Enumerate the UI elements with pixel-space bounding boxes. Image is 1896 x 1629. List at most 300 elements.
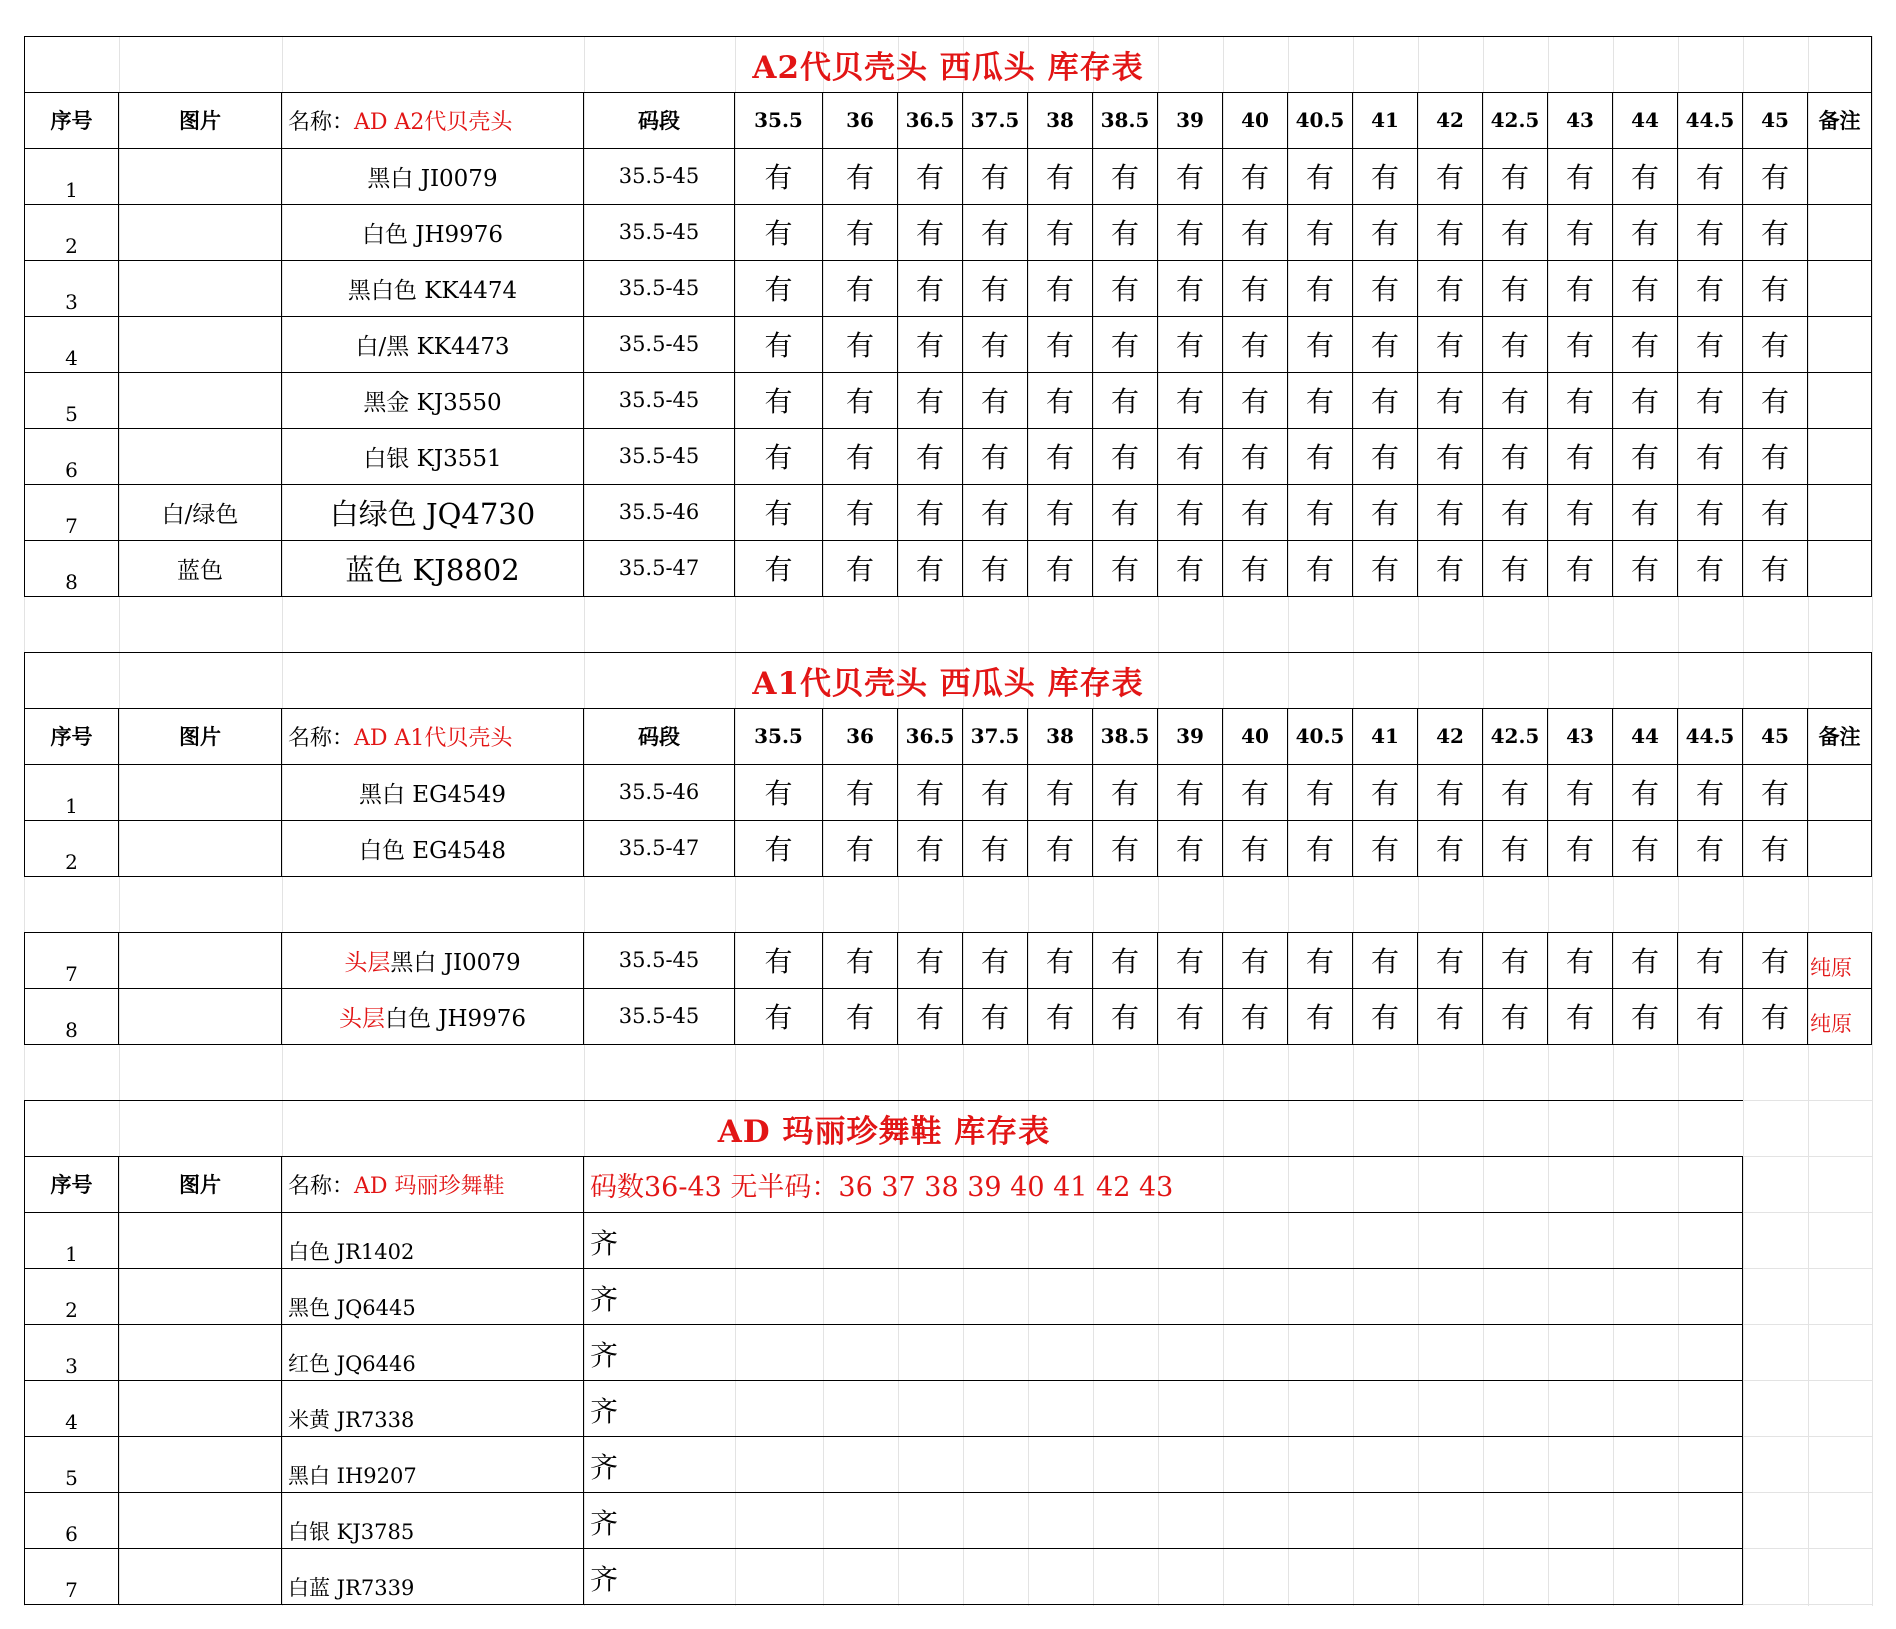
- stock-cell: 有: [1548, 316, 1613, 373]
- stock-cell: 有: [1613, 484, 1678, 541]
- row-stock: 齐: [584, 1212, 1743, 1269]
- row-picture: [119, 1380, 282, 1437]
- stock-cell: 有: [1743, 820, 1808, 877]
- section-title: A1代贝壳头 西瓜头 库存表: [24, 652, 1872, 709]
- stock-cell: 有: [1288, 372, 1353, 429]
- stock-cell: 有: [735, 932, 823, 989]
- stock-cell: 有: [1678, 820, 1743, 877]
- stock-cell: 有: [1613, 428, 1678, 485]
- header-size: 42: [1418, 92, 1483, 149]
- stock-cell: 有: [1288, 764, 1353, 821]
- stock-cell: 有: [1288, 148, 1353, 205]
- stock-cell: 有: [898, 484, 963, 541]
- row-picture: [119, 204, 282, 261]
- stock-cell: 有: [823, 540, 898, 597]
- header-sizes-text: 码数36-43 无半码：36 37 38 39 40 41 42 43: [584, 1156, 1743, 1213]
- row-name: 白/黑 KK4473: [282, 316, 584, 373]
- stock-cell: 有: [1418, 428, 1483, 485]
- stock-cell: 有: [1548, 988, 1613, 1045]
- row-seq: 8: [24, 540, 119, 597]
- stock-cell: 有: [735, 764, 823, 821]
- stock-cell: 有: [1743, 484, 1808, 541]
- stock-cell: 有: [1678, 540, 1743, 597]
- stock-cell: 有: [1353, 260, 1418, 317]
- header-size: 39: [1158, 92, 1223, 149]
- stock-cell: 有: [735, 316, 823, 373]
- stock-cell: 有: [1353, 372, 1418, 429]
- header-size: 44.5: [1678, 92, 1743, 149]
- row-note: [1808, 204, 1872, 261]
- stock-cell: 有: [1613, 764, 1678, 821]
- stock-cell: 有: [1158, 372, 1223, 429]
- stock-cell: 有: [963, 764, 1028, 821]
- stock-cell: 有: [823, 148, 898, 205]
- stock-cell: 有: [898, 988, 963, 1045]
- row-range: 35.5-47: [584, 820, 735, 877]
- stock-cell: 有: [1223, 820, 1288, 877]
- header-name: [282, 708, 584, 765]
- stock-cell: 有: [1353, 204, 1418, 261]
- header-name-prefix: 名称：: [288, 1173, 355, 1199]
- stock-cell: 有: [1223, 484, 1288, 541]
- stock-cell: 有: [1223, 764, 1288, 821]
- row-picture: [119, 764, 282, 821]
- stock-cell: 有: [1093, 372, 1158, 429]
- header-size: 43: [1548, 708, 1613, 765]
- row-seq: 1: [24, 148, 119, 205]
- stock-cell: 有: [1743, 540, 1808, 597]
- stock-cell: 有: [823, 372, 898, 429]
- row-note: [1808, 820, 1872, 877]
- stock-cell: 有: [1158, 204, 1223, 261]
- header-name: [282, 1156, 584, 1213]
- row-seq: 2: [24, 820, 119, 877]
- row-stock: 齐: [584, 1268, 1743, 1325]
- row-range: 35.5-46: [584, 484, 735, 541]
- stock-cell: 有: [963, 260, 1028, 317]
- row-seq: 1: [24, 764, 119, 821]
- stock-cell: 有: [1353, 428, 1418, 485]
- stock-cell: 有: [1483, 148, 1548, 205]
- stock-cell: 有: [1418, 372, 1483, 429]
- stock-cell: 有: [898, 260, 963, 317]
- header-size: 36: [823, 708, 898, 765]
- row-name: 白色 EG4548: [282, 820, 584, 877]
- stock-cell: 有: [1483, 988, 1548, 1045]
- stock-cell: 有: [1353, 764, 1418, 821]
- stock-cell: 有: [735, 372, 823, 429]
- stock-cell: 有: [1678, 260, 1743, 317]
- stock-cell: 有: [963, 988, 1028, 1045]
- header-name-value: AD 玛丽珍舞鞋: [354, 1173, 505, 1199]
- row-note: [1808, 540, 1872, 597]
- row-name: [282, 932, 584, 989]
- stock-cell: 有: [1158, 148, 1223, 205]
- stock-cell: 有: [1223, 148, 1288, 205]
- header-name-value: AD A2代贝壳头: [354, 109, 513, 135]
- stock-cell: 有: [1743, 764, 1808, 821]
- header-picture: 图片: [119, 92, 282, 149]
- stock-cell: 有: [1028, 372, 1093, 429]
- stock-cell: 有: [1548, 932, 1613, 989]
- stock-cell: 有: [1743, 428, 1808, 485]
- header-size: 42: [1418, 708, 1483, 765]
- header-size: 43: [1548, 92, 1613, 149]
- stock-cell: 有: [1223, 204, 1288, 261]
- stock-cell: 有: [1028, 484, 1093, 541]
- stock-cell: 有: [1483, 932, 1548, 989]
- row-name: 白色 JH9976: [282, 204, 584, 261]
- row-name: 黑白 EG4549: [282, 764, 584, 821]
- header-size: 42.5: [1483, 708, 1548, 765]
- stock-cell: 有: [1418, 764, 1483, 821]
- row-name: 米黄 JR7338: [282, 1380, 584, 1437]
- row-stock: 齐: [584, 1380, 1743, 1437]
- row-name: 白色 JR1402: [282, 1212, 584, 1269]
- stock-cell: 有: [963, 372, 1028, 429]
- row-note: [1808, 260, 1872, 317]
- stock-cell: 有: [1158, 484, 1223, 541]
- stock-cell: 有: [898, 372, 963, 429]
- stock-cell: 有: [735, 148, 823, 205]
- stock-cell: 有: [1548, 540, 1613, 597]
- stock-cell: 有: [823, 764, 898, 821]
- row-picture: 白/绿色: [119, 484, 282, 541]
- row-name: 黑白 JI0079: [282, 148, 584, 205]
- stock-cell: 有: [1093, 988, 1158, 1045]
- row-name: 白银 KJ3551: [282, 428, 584, 485]
- row-range: 35.5-45: [584, 204, 735, 261]
- stock-cell: 有: [1743, 372, 1808, 429]
- stock-cell: 有: [1678, 316, 1743, 373]
- stock-cell: 有: [1288, 932, 1353, 989]
- stock-cell: 有: [1158, 988, 1223, 1045]
- header-picture: 图片: [119, 1156, 282, 1213]
- stock-cell: 有: [823, 932, 898, 989]
- header-size: 38: [1028, 92, 1093, 149]
- stock-cell: 有: [963, 148, 1028, 205]
- stock-cell: 有: [1548, 372, 1613, 429]
- row-name: 白银 KJ3785: [282, 1492, 584, 1549]
- stock-cell: 有: [1483, 204, 1548, 261]
- stock-cell: 有: [1093, 484, 1158, 541]
- header-name-prefix: 名称：: [288, 725, 355, 751]
- header-size: 41: [1353, 92, 1418, 149]
- row-picture: [119, 260, 282, 317]
- row-name: 黑白色 KK4474: [282, 260, 584, 317]
- stock-cell: 有: [1028, 764, 1093, 821]
- row-picture: [119, 820, 282, 877]
- header-seq: 序号: [24, 1156, 119, 1213]
- stock-cell: 有: [1678, 484, 1743, 541]
- stock-cell: 有: [1158, 540, 1223, 597]
- row-picture: [119, 1212, 282, 1269]
- stock-cell: 有: [1028, 540, 1093, 597]
- row-seq: 2: [24, 204, 119, 261]
- stock-cell: 有: [963, 484, 1028, 541]
- row-seq: 4: [24, 1380, 119, 1437]
- stock-cell: 有: [963, 932, 1028, 989]
- stock-cell: 有: [963, 540, 1028, 597]
- stock-cell: 有: [823, 204, 898, 261]
- stock-cell: 有: [1288, 988, 1353, 1045]
- row-stock: 齐: [584, 1436, 1743, 1493]
- stock-cell: 有: [1093, 148, 1158, 205]
- stock-cell: 有: [1548, 764, 1613, 821]
- header-size: 35.5: [735, 92, 823, 149]
- header-name: [282, 92, 584, 149]
- stock-cell: 有: [735, 988, 823, 1045]
- stock-cell: 有: [1678, 932, 1743, 989]
- stock-cell: 有: [1548, 820, 1613, 877]
- stock-cell: 有: [1158, 260, 1223, 317]
- header-size-range: 码段: [584, 92, 735, 149]
- stock-cell: 有: [1158, 820, 1223, 877]
- stock-cell: 有: [898, 764, 963, 821]
- stock-cell: 有: [1418, 260, 1483, 317]
- row-range: 35.5-45: [584, 260, 735, 317]
- stock-cell: 有: [1223, 260, 1288, 317]
- header-size: 45: [1743, 708, 1808, 765]
- row-seq: 6: [24, 428, 119, 485]
- stock-cell: 有: [898, 428, 963, 485]
- stock-cell: 有: [963, 428, 1028, 485]
- stock-cell: 有: [1678, 204, 1743, 261]
- header-size: 44: [1613, 92, 1678, 149]
- header-size: 40.5: [1288, 92, 1353, 149]
- row-note: 纯原: [1808, 932, 1872, 989]
- stock-cell: 有: [1093, 764, 1158, 821]
- stock-cell: 有: [1093, 932, 1158, 989]
- stock-cell: 有: [1613, 540, 1678, 597]
- row-seq: 4: [24, 316, 119, 373]
- stock-cell: 有: [1678, 764, 1743, 821]
- stock-cell: 有: [1223, 932, 1288, 989]
- row-picture: 蓝色: [119, 540, 282, 597]
- leather-tag: 头层: [338, 1005, 385, 1032]
- leather-tag: 头层: [344, 949, 391, 976]
- stock-cell: 有: [823, 316, 898, 373]
- stock-cell: 有: [1353, 820, 1418, 877]
- stock-cell: 有: [823, 820, 898, 877]
- stock-cell: 有: [1028, 204, 1093, 261]
- stock-cell: 有: [1483, 820, 1548, 877]
- row-stock: 齐: [584, 1548, 1743, 1605]
- header-size: 40.5: [1288, 708, 1353, 765]
- stock-cell: 有: [1743, 148, 1808, 205]
- row-range: 35.5-45: [584, 428, 735, 485]
- stock-cell: 有: [1093, 204, 1158, 261]
- stock-cell: 有: [1418, 988, 1483, 1045]
- stock-cell: 有: [735, 540, 823, 597]
- row-picture: [119, 148, 282, 205]
- stock-cell: 有: [1548, 484, 1613, 541]
- row-picture: [119, 1492, 282, 1549]
- section-title: A2代贝壳头 西瓜头 库存表: [24, 36, 1872, 93]
- stock-cell: 有: [1223, 372, 1288, 429]
- header-size: 37.5: [963, 92, 1028, 149]
- stock-cell: 有: [1483, 484, 1548, 541]
- row-seq: 8: [24, 988, 119, 1045]
- row-range: 35.5-47: [584, 540, 735, 597]
- stock-cell: 有: [1288, 316, 1353, 373]
- row-range: 35.5-45: [584, 316, 735, 373]
- stock-cell: 有: [1678, 428, 1743, 485]
- stock-cell: 有: [898, 316, 963, 373]
- stock-cell: 有: [823, 988, 898, 1045]
- header-size: 35.5: [735, 708, 823, 765]
- header-note: 备注: [1808, 92, 1872, 149]
- row-note: [1808, 484, 1872, 541]
- stock-cell: 有: [1483, 260, 1548, 317]
- stock-cell: 有: [1613, 148, 1678, 205]
- row-name: 白蓝 JR7339: [282, 1548, 584, 1605]
- header-picture: 图片: [119, 708, 282, 765]
- stock-cell: 有: [1158, 764, 1223, 821]
- stock-cell: 有: [823, 484, 898, 541]
- header-size: 36.5: [898, 708, 963, 765]
- stock-cell: 有: [1418, 540, 1483, 597]
- row-picture: [119, 1324, 282, 1381]
- stock-cell: 有: [1483, 764, 1548, 821]
- header-seq: 序号: [24, 708, 119, 765]
- stock-cell: 有: [1743, 204, 1808, 261]
- row-name: 黑金 KJ3550: [282, 372, 584, 429]
- stock-cell: 有: [1093, 820, 1158, 877]
- stock-cell: 有: [1028, 820, 1093, 877]
- stock-cell: 有: [1223, 316, 1288, 373]
- row-seq: 7: [24, 932, 119, 989]
- header-name-prefix: 名称：: [288, 109, 355, 135]
- stock-cell: 有: [1548, 260, 1613, 317]
- leather-name: 白色 JH9976: [384, 1005, 527, 1032]
- section-title: AD 玛丽珍舞鞋 库存表: [24, 1100, 1743, 1157]
- row-note: [1808, 372, 1872, 429]
- stock-cell: 有: [1028, 148, 1093, 205]
- header-size: 38.5: [1093, 92, 1158, 149]
- stock-cell: 有: [1418, 316, 1483, 373]
- row-picture: [119, 372, 282, 429]
- row-name: 蓝色 KJ8802: [282, 540, 584, 597]
- row-name: 白绿色 JQ4730: [282, 484, 584, 541]
- stock-cell: 有: [735, 260, 823, 317]
- row-range: 35.5-45: [584, 372, 735, 429]
- stock-cell: 有: [1678, 148, 1743, 205]
- stock-cell: 有: [1418, 484, 1483, 541]
- stock-cell: 有: [1093, 260, 1158, 317]
- row-name: 红色 JQ6446: [282, 1324, 584, 1381]
- stock-cell: 有: [1483, 372, 1548, 429]
- row-seq: 3: [24, 260, 119, 317]
- stock-cell: 有: [1353, 148, 1418, 205]
- stock-cell: 有: [1223, 428, 1288, 485]
- stock-cell: 有: [1288, 484, 1353, 541]
- stock-cell: 有: [898, 820, 963, 877]
- stock-cell: 有: [1483, 428, 1548, 485]
- row-seq: 3: [24, 1324, 119, 1381]
- stock-cell: 有: [1613, 316, 1678, 373]
- header-size: 41: [1353, 708, 1418, 765]
- stock-cell: 有: [1353, 484, 1418, 541]
- stock-cell: 有: [1613, 260, 1678, 317]
- stock-cell: 有: [1743, 988, 1808, 1045]
- stock-cell: 有: [1418, 820, 1483, 877]
- row-seq: 2: [24, 1268, 119, 1325]
- header-size: 36: [823, 92, 898, 149]
- row-picture: [119, 316, 282, 373]
- header-size: 40: [1223, 708, 1288, 765]
- row-seq: 5: [24, 1436, 119, 1493]
- row-name: 黑色 JQ6445: [282, 1268, 584, 1325]
- stock-cell: 有: [1223, 988, 1288, 1045]
- header-size: 45: [1743, 92, 1808, 149]
- row-picture: [119, 932, 282, 989]
- stock-cell: 有: [898, 932, 963, 989]
- stock-cell: 有: [735, 820, 823, 877]
- row-range: 35.5-45: [584, 988, 735, 1045]
- stock-cell: 有: [1678, 372, 1743, 429]
- row-seq: 1: [24, 1212, 119, 1269]
- header-size: 40: [1223, 92, 1288, 149]
- stock-cell: 有: [1613, 988, 1678, 1045]
- row-seq: 7: [24, 484, 119, 541]
- stock-cell: 有: [1483, 540, 1548, 597]
- row-note: [1808, 764, 1872, 821]
- stock-cell: 有: [1613, 372, 1678, 429]
- row-seq: 7: [24, 1548, 119, 1605]
- stock-cell: 有: [735, 204, 823, 261]
- stock-cell: 有: [1483, 316, 1548, 373]
- row-stock: 齐: [584, 1492, 1743, 1549]
- row-picture: [119, 988, 282, 1045]
- stock-cell: 有: [1158, 428, 1223, 485]
- stock-cell: 有: [1548, 148, 1613, 205]
- stock-cell: 有: [1353, 316, 1418, 373]
- stock-cell: 有: [963, 204, 1028, 261]
- stock-cell: 有: [963, 316, 1028, 373]
- stock-cell: 有: [1093, 540, 1158, 597]
- stock-cell: 有: [1028, 428, 1093, 485]
- row-note: [1808, 148, 1872, 205]
- header-size: 44.5: [1678, 708, 1743, 765]
- stock-cell: 有: [963, 820, 1028, 877]
- row-range: 35.5-45: [584, 932, 735, 989]
- row-range: 35.5-45: [584, 148, 735, 205]
- row-name: [282, 988, 584, 1045]
- stock-cell: 有: [1613, 204, 1678, 261]
- row-stock: 齐: [584, 1324, 1743, 1381]
- header-note: 备注: [1808, 708, 1872, 765]
- leather-name: 黑白 JI0079: [390, 949, 521, 976]
- stock-cell: 有: [1613, 932, 1678, 989]
- stock-cell: 有: [1743, 316, 1808, 373]
- stock-cell: 有: [1028, 316, 1093, 373]
- stock-cell: 有: [1418, 204, 1483, 261]
- header-name-value: AD A1代贝壳头: [354, 725, 513, 751]
- stock-cell: 有: [1418, 148, 1483, 205]
- row-note: [1808, 428, 1872, 485]
- stock-cell: 有: [1613, 820, 1678, 877]
- stock-cell: 有: [1678, 988, 1743, 1045]
- header-size: 36.5: [898, 92, 963, 149]
- row-seq: 6: [24, 1492, 119, 1549]
- stock-cell: 有: [1288, 204, 1353, 261]
- row-picture: [119, 428, 282, 485]
- stock-cell: 有: [1093, 316, 1158, 373]
- stock-cell: 有: [823, 260, 898, 317]
- stock-cell: 有: [1353, 540, 1418, 597]
- stock-cell: 有: [1223, 540, 1288, 597]
